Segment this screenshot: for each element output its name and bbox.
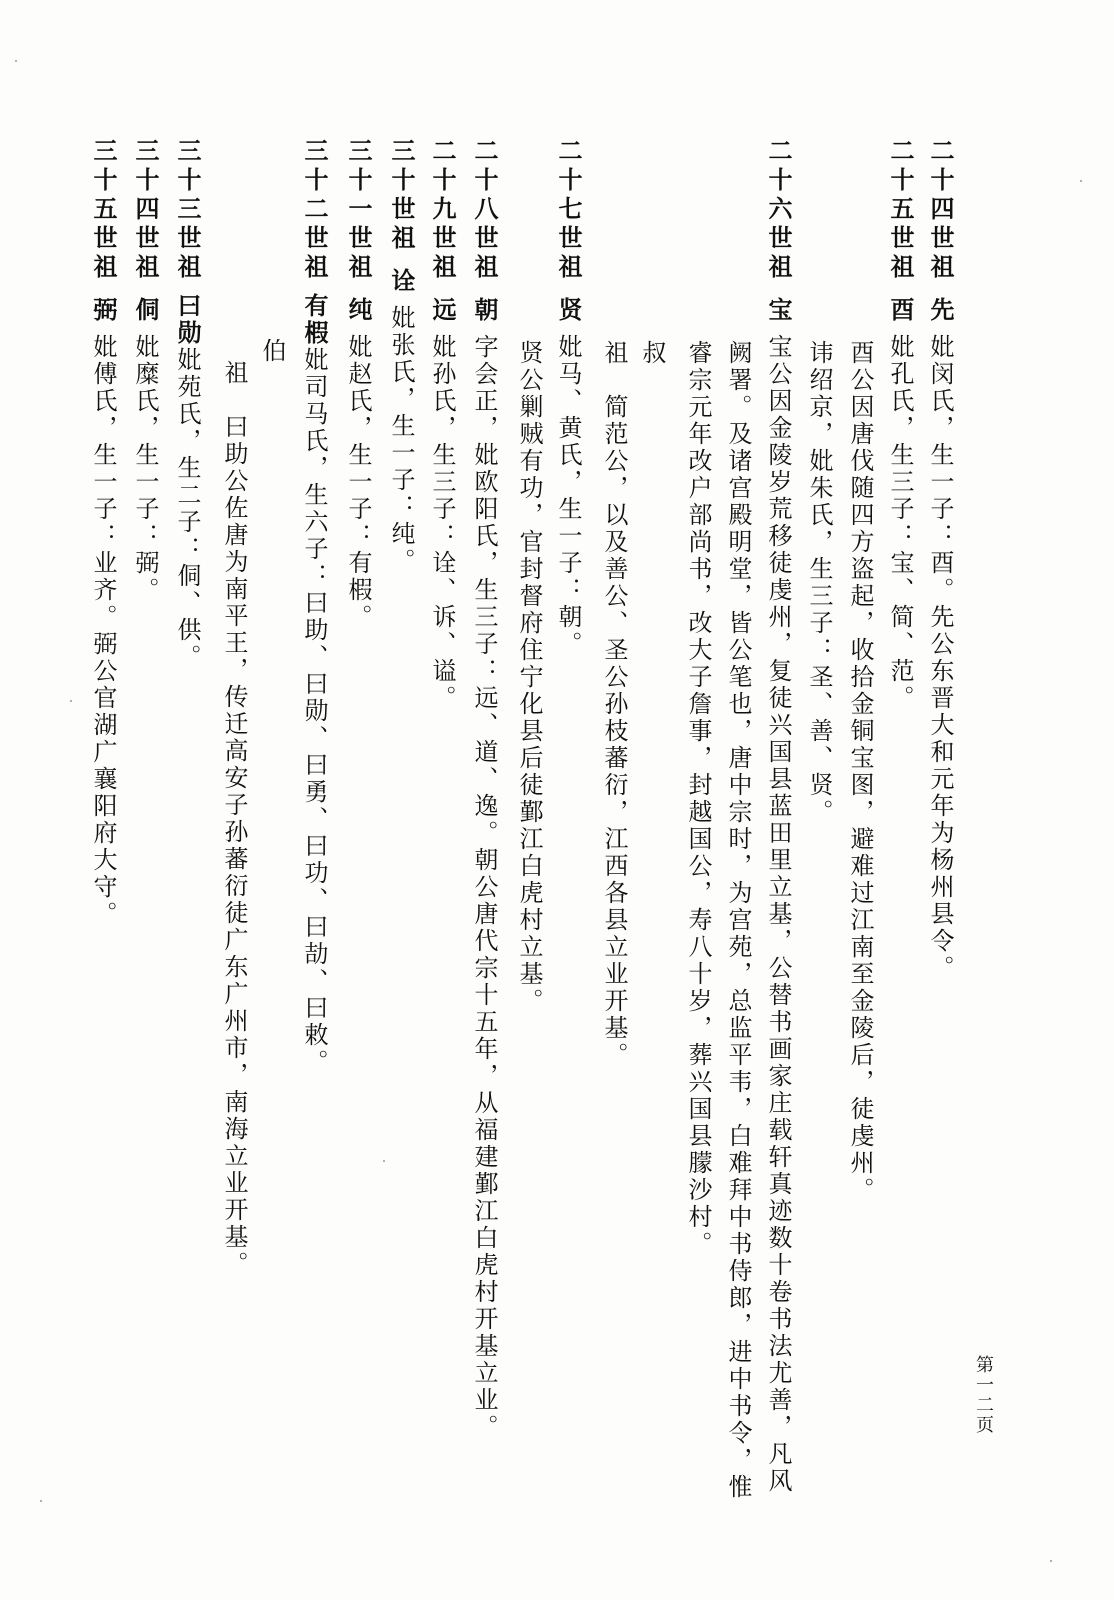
ancestor-name: 弼 — [89, 297, 118, 324]
generation-heading: 三十世祖 — [387, 138, 416, 254]
continuation-line: 贤公剿贼有功，官封督府住宁化县后徒鄞江白虎村立基。 — [515, 340, 543, 1015]
entry-generation-30 — [387, 138, 416, 575]
uncle-marker: 伯 — [258, 338, 286, 365]
continuation-line: 讳绍京，妣朱氏，生三子：圣、善、贤。 — [805, 340, 833, 826]
entry-text: 妣孔氏，生三子：宝、简、范。 — [886, 334, 914, 712]
entry-text: 宝公因金陵岁荒移徒虔州，复徒兴国县蓝田里立基，公替书画家庄载轩真迹数十卷书法尤善，凡风 — [764, 334, 792, 1495]
scan-speck — [383, 1160, 385, 1162]
ancestor-name: 朝 — [470, 297, 499, 324]
entry-generation-24 — [926, 138, 955, 982]
entry-generation-34 — [131, 138, 160, 604]
entry-text: 妣司马氏，生六子：曰助、曰勋、曰勇、曰功、曰劼、曰敕。 — [300, 347, 328, 1076]
ancestor-name: 侗 — [131, 297, 160, 324]
entry-text: 字会正，妣欧阳氏，生三子：远、道、逸。朝公唐代宗十五年，从福建鄞江白虎村开基立业。 — [470, 334, 498, 1441]
entry-generation-32 — [300, 138, 329, 1076]
generation-heading: 三十四世祖 — [131, 138, 160, 283]
ancestor-name: 先 — [926, 297, 955, 324]
continuation-line: 祖 简范公，以及善公、圣公孙枝蕃衍，江西各县立业开基。 — [600, 340, 628, 1069]
ancestor-name: 诠 — [387, 268, 416, 295]
ancestor-name: 远 — [428, 297, 457, 324]
continuation-line: 祖 曰助公佐唐为南平王，传迁高安子孙蕃衍徒广东广州市，南海立业开基。 — [220, 360, 248, 1278]
entry-text: 妣张氏，生一子：纯。 — [387, 305, 415, 575]
entry-text: 妣孙氏，生三子：诠、诉、谥。 — [428, 334, 456, 712]
generation-heading: 二十五世祖 — [886, 138, 915, 283]
page-number: 第一二页 — [973, 1355, 994, 1435]
entry-text: 妣赵氏，生一子：有椵。 — [344, 334, 372, 631]
entry-generation-29 — [428, 138, 457, 712]
entry-generation-25 — [886, 138, 915, 712]
continuation-line: 睿宗元年改户部尚书，改大子詹事，封越国公，寿八十岁，葬兴国县朦沙村。 — [684, 340, 712, 1258]
ancestor-name: 宝 — [764, 297, 793, 324]
generation-heading: 二十九世祖 — [428, 138, 457, 283]
ancestor-name: 曰勋 — [173, 293, 202, 347]
entry-text: 妣糜氏，生一子：弼。 — [131, 334, 159, 604]
continuation-line: 阙署。及诸宫殿明堂，皆公笔也，唐中宗时，为宫苑，总监平韦，白难拜中书侍郎，进中书令，惟 — [724, 340, 752, 1501]
generation-heading: 二十七世祖 — [554, 138, 583, 283]
generation-heading: 三十一世祖 — [344, 138, 373, 283]
entry-generation-31 — [344, 138, 373, 631]
uncle-marker: 叔 — [638, 340, 666, 367]
generation-heading: 三十五世祖 — [89, 138, 118, 283]
entry-generation-26 — [764, 138, 793, 1495]
continuation-line: 酉公因唐伐随四方盗起，收拾金铜宝图，避难过江南至金陵后，徒虔州。 — [846, 340, 874, 1204]
entry-generation-27 — [554, 138, 583, 658]
ancestor-name: 贤 — [554, 297, 583, 324]
scan-speck — [15, 60, 17, 62]
ancestor-name: 有椵 — [300, 293, 329, 347]
scan-speck — [1050, 1560, 1052, 1562]
generation-heading: 二十八世祖 — [470, 138, 499, 283]
generation-heading: 三十二世祖 — [300, 138, 329, 283]
scan-speck — [40, 1500, 42, 1502]
entry-text: 妣苑氏，生二子：侗、供。 — [173, 347, 201, 671]
entry-text: 妣傅氏，生一子：业齐。弼公官湖广襄阳府大守。 — [89, 334, 117, 928]
generation-heading: 二十四世祖 — [926, 138, 955, 283]
entry-generation-33 — [173, 138, 202, 671]
entry-generation-28 — [470, 138, 499, 1441]
generation-heading: 二十六世祖 — [764, 138, 793, 283]
ancestor-name: 纯 — [344, 297, 373, 324]
scan-speck — [1080, 180, 1082, 182]
entry-text: 妣马、黄氏，生一子：朝。 — [554, 334, 582, 658]
entry-generation-35 — [89, 138, 118, 928]
scan-speck — [70, 700, 72, 702]
ancestor-name: 酉 — [886, 297, 915, 324]
generation-heading: 三十三世祖 — [173, 138, 202, 283]
entry-text: 妣闵氏，生一子：酉。先公东晋大和元年为杨州县令。 — [926, 334, 954, 982]
